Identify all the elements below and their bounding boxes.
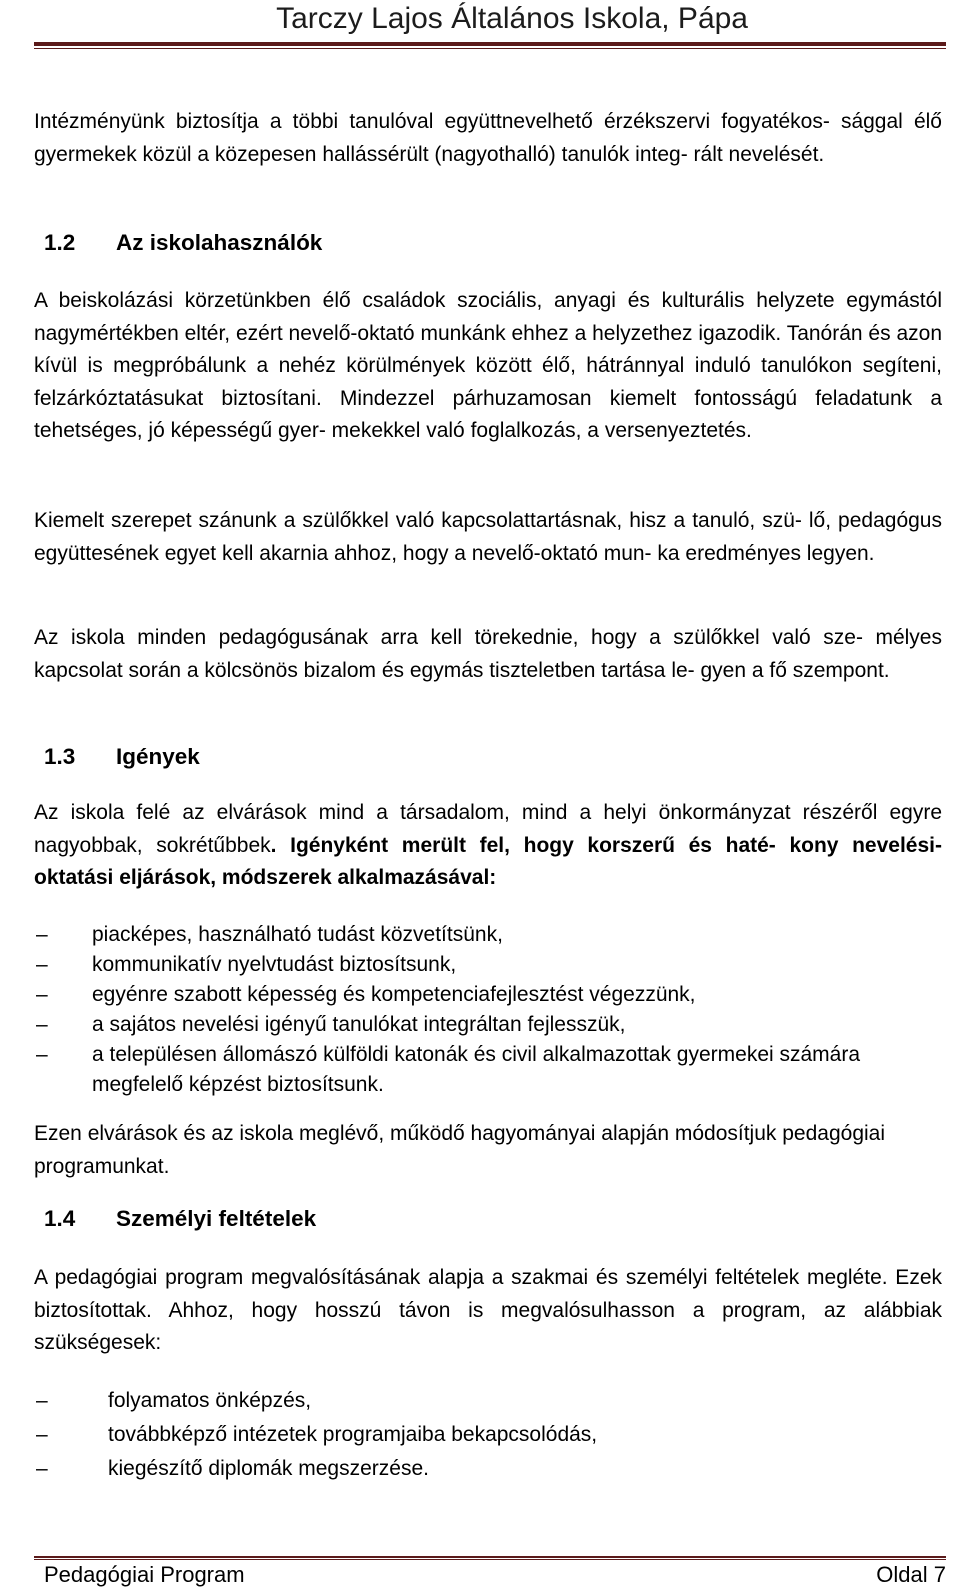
list-item xyxy=(34,1040,942,1100)
list-item xyxy=(34,1452,942,1486)
section-heading-1-3 xyxy=(44,744,200,770)
requirements-list-block xyxy=(34,920,942,1100)
section-title: Az iskolahasználók xyxy=(116,230,323,255)
intro-paragraph: Intézményünk biztosítja a többi tanulóval együttnevelhető érzékszervi fogyatékos- sággal élő gyermekek közül a közepesen hallássérült (nagyothalló) tanulók integ- rált nevelését. xyxy=(34,110,942,166)
list-item xyxy=(34,950,942,980)
section-title: Személyi feltételek xyxy=(116,1206,317,1231)
list-item-text: kiegészítő diplomák megszerzése. xyxy=(108,1457,429,1480)
paragraph: A beiskolázási körzetünkben élő családok szociális, anyagi és kulturális helyzete egymástól nagymértékben eltér, ezért nevelő-oktató munkánk ehhez a helyzethez igazodik. Tanórán és azon kívül is megpróbálunk a nehéz körülmények között élő, hátránnyal induló tanulókon segíteni, felzárkóztatásukat biztosítani. Mindezzel párhuzamosan kiemelt fontosságú feladatunk a tehetséges, jó képességű gyer- mekekkel való foglalkozás, a versenyeztetés. xyxy=(34,289,942,442)
footer-divider xyxy=(34,1556,946,1560)
dash-bullet-icon: – xyxy=(36,983,48,1006)
list-item-text: továbbképző intézetek programjaiba bekapcsolódás, xyxy=(108,1423,598,1446)
dash-bullet-icon: – xyxy=(36,923,48,946)
needs-list-block xyxy=(34,1384,942,1486)
list-item xyxy=(34,980,942,1010)
section-1-3-closing xyxy=(34,1118,942,1183)
section-number: 1.2 xyxy=(44,230,76,255)
list-item-text: a településen állomászó külföldi katonák és civil alkalmazottak gyermekei számára megfelelő képzést biztosítsunk. xyxy=(92,1043,861,1096)
section-number: 1.3 xyxy=(44,744,76,769)
list-item xyxy=(34,920,942,950)
dash-bullet-icon: – xyxy=(36,1389,48,1412)
section-1-2-body-2 xyxy=(34,505,942,570)
paragraph-bold-text: . Igényként merült fel, hogy korszerű és haté- kony nevelési-oktatási eljárások, módszerek alkalmazásával: xyxy=(34,833,942,889)
paragraph: Az iskola minden pedagógusának arra kell törekednie, hogy a szülőkkel való sze- mélyes kapcsolat során a kölcsönös bizalom és egymás tiszteletben tartása le- gyen a fő szempont. xyxy=(34,626,942,682)
paragraph: Ezen elvárások és az iskola meglévő, működő hagyományai alapján módosítjuk pedagógiai programunkat. xyxy=(34,1122,886,1178)
list-item xyxy=(34,1418,942,1452)
dash-bullet-icon: – xyxy=(36,953,48,976)
list-item-text: piacképes, használható tudást közvetítsünk, xyxy=(92,923,503,946)
dash-bullet-icon: – xyxy=(36,1423,48,1446)
intro-paragraph-block xyxy=(34,106,942,171)
paragraph: Kiemelt szerepet szánunk a szülőkkel való kapcsolattartásnak, hisz a tanuló, szü- lő, pedagógus együttesének egyet kell akarnia ahhoz, hogy a nevelő-oktató mun- ka eredményes legyen. xyxy=(34,509,942,565)
header-divider xyxy=(34,42,946,49)
footer-page-number: Oldal 7 xyxy=(876,1562,946,1587)
list-item-text: kommunikatív nyelvtudást biztosítsunk, xyxy=(92,953,457,976)
section-1-3-intro xyxy=(34,797,942,895)
footer-document-title: Pedagógiai Program xyxy=(44,1562,245,1587)
section-1-2-body xyxy=(34,285,942,448)
list-item-text: egyénre szabott képesség és kompetenciafejlesztést végezzünk, xyxy=(92,983,696,1006)
dash-bullet-icon: – xyxy=(36,1457,48,1480)
page-header-title: Tarczy Lajos Általános Iskola, Pápa xyxy=(276,2,748,35)
requirements-list xyxy=(34,920,942,1100)
section-1-2-body-3 xyxy=(34,622,942,687)
list-item xyxy=(34,1384,942,1418)
list-item-text: folyamatos önképzés, xyxy=(108,1389,312,1412)
paragraph-normal-text: Az iskola felé az elvárások mind a társadalom, mind a helyi önkormányzat részéről egyre nagyobbak, sokrétűbbek xyxy=(34,801,942,857)
paragraph: A pedagógiai program megvalósításának alapja a szakmai és személyi feltételek megléte. Ezek biztosítottak. Ahhoz, hogy hosszú távon is megvalósulhasson a program, az alábbiak szükségesek: xyxy=(34,1266,942,1354)
section-title: Igények xyxy=(116,744,200,769)
paragraph xyxy=(34,797,942,895)
section-1-4-body xyxy=(34,1262,942,1360)
section-number: 1.4 xyxy=(44,1206,76,1231)
section-heading-1-2 xyxy=(44,230,322,256)
section-heading-1-4 xyxy=(44,1206,316,1232)
list-item-text: a sajátos nevelési igényű tanulókat integráltan fejlesszük, xyxy=(92,1013,626,1036)
needs-list xyxy=(34,1384,942,1486)
dash-bullet-icon: – xyxy=(36,1013,48,1036)
list-item xyxy=(34,1010,942,1040)
dash-bullet-icon: – xyxy=(36,1043,48,1066)
